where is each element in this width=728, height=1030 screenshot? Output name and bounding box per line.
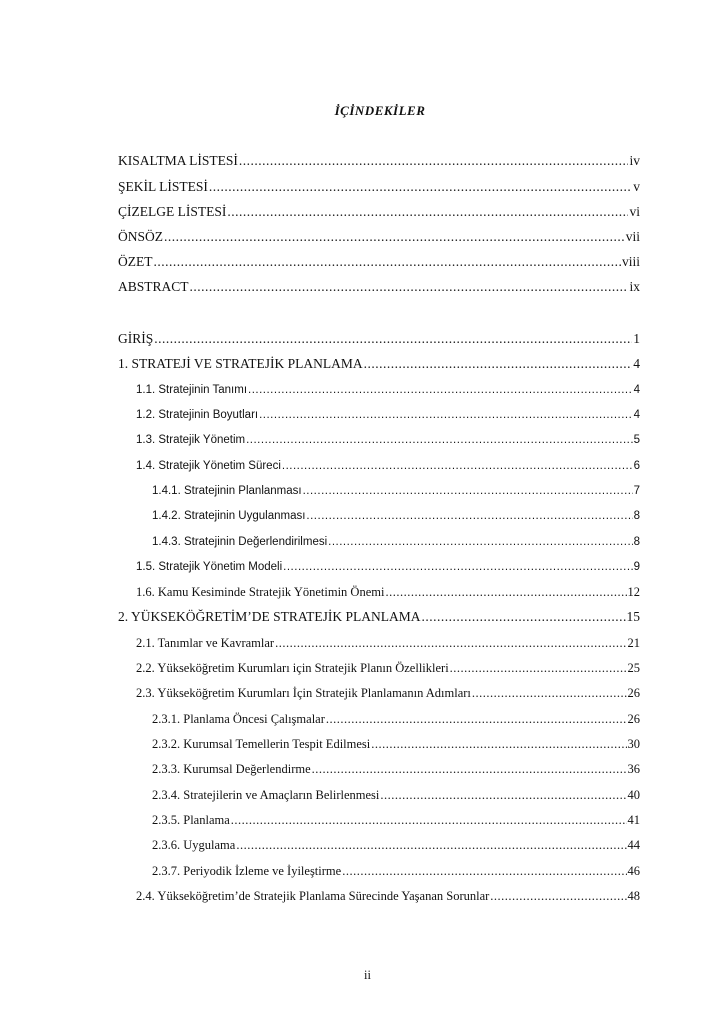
toc-entry-page: ix <box>629 279 640 294</box>
toc-entry-2-3-4[interactable] <box>152 786 640 804</box>
toc-entry-chapter-2[interactable] <box>118 608 640 626</box>
toc-entry-page: 26 <box>627 686 640 700</box>
toc-entry-label: 1.4.2. Stratejinin Uygulanması <box>152 510 306 522</box>
toc-entry-1-4-2[interactable] <box>152 507 640 525</box>
toc-entry-page: 1 <box>633 331 640 346</box>
toc-entry-chapter-1[interactable] <box>118 355 640 373</box>
toc-entry-2-3-6[interactable] <box>152 836 640 854</box>
toc-entry-introduction[interactable] <box>118 330 640 348</box>
page-title: İÇİNDEKİLER <box>334 103 426 118</box>
page-number: ii <box>364 968 371 982</box>
toc-entry-page: 36 <box>627 762 640 776</box>
toc-leader-dots <box>328 533 632 551</box>
toc-entry-tables[interactable] <box>118 203 640 221</box>
toc-entry-label: 1.5. Stratejik Yönetim Modeli <box>136 561 283 573</box>
toc-entry-label: GİRİŞ <box>118 331 154 346</box>
toc-entry-label: 1.2. Stratejinin Boyutları <box>136 409 259 421</box>
toc-leader-dots <box>227 203 628 221</box>
toc-entry-label: 2.1. Tanımlar ve Kavramlar <box>136 636 275 650</box>
toc-entry-page: 4 <box>633 409 640 421</box>
toc-entry-page: vii <box>625 229 640 244</box>
toc-entry-page: 25 <box>627 661 640 675</box>
toc-entry-label: ŞEKİL LİSTESİ <box>118 179 208 194</box>
toc-leader-dots <box>303 482 633 500</box>
toc-leader-dots <box>385 583 626 601</box>
toc-entry-label: 1. STRATEJİ VE STRATEJİK PLANLAMA <box>118 356 363 371</box>
toc-entry-2-2[interactable] <box>136 659 640 677</box>
toc-leader-dots <box>283 558 632 576</box>
toc-entry-label: ÖNSÖZ <box>118 229 164 244</box>
toc-entry-page: 40 <box>627 788 640 802</box>
toc-entry-label: 1.4.1. Stratejinin Planlanması <box>152 485 302 497</box>
toc-leader-dots <box>190 278 629 296</box>
toc-entry-label: 2.3.7. Periyodik İzleme ve İyileştirme <box>152 864 342 878</box>
toc-entry-2-3-7[interactable] <box>152 862 640 880</box>
toc-leader-dots <box>490 887 626 905</box>
toc-leader-dots <box>364 355 633 373</box>
toc-entry-2-3-2[interactable] <box>152 735 640 753</box>
toc-entry-2-4[interactable] <box>136 887 640 905</box>
toc-leader-dots <box>236 836 626 854</box>
toc-leader-dots <box>164 228 625 246</box>
toc-entry-page: 21 <box>627 636 640 650</box>
toc-entry-page: vi <box>629 204 640 219</box>
toc-entry-label: 1.3. Stratejik Yönetim <box>136 434 246 446</box>
toc-leader-dots <box>246 431 633 449</box>
toc-entry-2-3[interactable] <box>136 684 640 702</box>
toc-entry-label: ABSTRACT <box>118 279 189 294</box>
toc-entry-2-3-5[interactable] <box>152 811 640 829</box>
toc-entry-label: 1.1. Stratejinin Tanımı <box>136 384 248 396</box>
toc-entry-page: 8 <box>633 536 640 548</box>
toc-entry-page: 8 <box>633 510 640 522</box>
toc-entry-page: viii <box>621 254 640 269</box>
toc-entry-abbreviations[interactable] <box>118 152 640 170</box>
toc-entry-preface[interactable] <box>118 228 640 246</box>
toc-entry-label: 2.3.2. Kurumsal Temellerin Tespit Edilmesi <box>152 737 371 751</box>
toc-entry-2-3-3[interactable] <box>152 760 640 778</box>
toc-entry-page: iv <box>629 153 640 168</box>
toc-entry-label: ÇİZELGE LİSTESİ <box>118 204 227 219</box>
toc-leader-dots <box>472 684 627 702</box>
toc-entry-page: v <box>633 179 640 194</box>
toc-entry-page: 44 <box>627 838 640 852</box>
toc-entry-label: 2.4. Yükseköğretim’de Stratejik Planlama Sürecinde Yaşanan Sorunlar <box>136 889 490 903</box>
toc-entry-label: 2.3. Yükseköğretim Kurumları İçin Stratejik Planlamanın Adımları <box>136 686 471 700</box>
toc-entry-label: 1.4. Stratejik Yönetim Süreci <box>136 460 281 472</box>
toc-leader-dots <box>380 786 626 804</box>
toc-entry-1-4-3[interactable] <box>152 533 640 551</box>
toc-leader-dots <box>239 152 629 170</box>
toc-entry-page: 7 <box>633 485 640 497</box>
toc-entry-1-3[interactable] <box>136 431 640 449</box>
toc-entry-page: 12 <box>627 585 640 599</box>
toc-leader-dots <box>371 735 626 753</box>
toc-leader-dots <box>259 406 633 424</box>
toc-entry-label: 2.3.4. Stratejilerin ve Amaçların Belirlenmesi <box>152 788 380 802</box>
toc-entry-page: 48 <box>627 889 640 903</box>
toc-leader-dots <box>422 608 626 626</box>
toc-entry-1-5[interactable] <box>136 558 640 576</box>
toc-entry-label: ÖZET <box>118 254 153 269</box>
toc-entry-label: 2.3.6. Uygulama <box>152 838 236 852</box>
toc-entry-label: 2.3.1. Planlama Öncesi Çalışmalar <box>152 712 325 726</box>
toc-leader-dots <box>209 178 632 196</box>
toc-entry-page: 6 <box>633 460 640 472</box>
toc-entry-page: 4 <box>633 384 640 396</box>
toc-leader-dots <box>450 659 627 677</box>
toc-entry-1-2[interactable] <box>136 406 640 424</box>
toc-entry-2-1[interactable] <box>136 634 640 652</box>
toc-entry-label: 2.3.5. Planlama <box>152 813 230 827</box>
toc-entry-abstract[interactable] <box>118 278 640 296</box>
toc-entry-label: 1.4.3. Stratejinin Değerlendirilmesi <box>152 536 328 548</box>
toc-leader-dots <box>312 760 627 778</box>
toc-entry-2-3-1[interactable] <box>152 710 640 728</box>
toc-entry-figures[interactable] <box>118 178 640 196</box>
toc-entry-page: 4 <box>633 356 640 371</box>
toc-entry-label: 2.2. Yükseköğretim Kurumları için Stratejik Planın Özellikleri <box>136 661 449 675</box>
toc-entry-1-4-1[interactable] <box>152 482 640 500</box>
toc-entry-page: 15 <box>626 609 640 624</box>
toc-leader-dots <box>342 862 626 880</box>
toc-entry-page: 26 <box>627 712 640 726</box>
toc-entry-1-1[interactable] <box>136 381 640 399</box>
toc-entry-page: 41 <box>627 813 640 827</box>
toc-entry-label: 2. YÜKSEKÖĞRETİM’DE STRATEJİK PLANLAMA <box>118 609 421 624</box>
toc-entry-page: 46 <box>627 864 640 878</box>
toc-leader-dots <box>154 330 632 348</box>
toc-leader-dots <box>306 507 632 525</box>
toc-entry-label: 2.3.3. Kurumsal Değerlendirme <box>152 762 311 776</box>
toc-leader-dots <box>154 253 621 271</box>
toc-entry-page: 9 <box>633 561 640 573</box>
toc-leader-dots <box>248 381 633 399</box>
toc-entry-1-6[interactable] <box>136 583 640 601</box>
toc-leader-dots <box>231 811 627 829</box>
toc-entry-label: KISALTMA LİSTESİ <box>118 153 238 168</box>
toc-leader-dots <box>275 634 626 652</box>
toc-leader-dots <box>282 457 633 475</box>
toc-entry-label: 1.6. Kamu Kesiminde Stratejik Yönetimin Önemi <box>136 585 385 599</box>
toc-entry-1-4[interactable] <box>136 457 640 475</box>
toc-entry-page: 30 <box>627 737 640 751</box>
toc-entry-summary[interactable] <box>118 253 640 271</box>
toc-leader-dots <box>326 710 627 728</box>
toc-entry-page: 5 <box>633 434 640 446</box>
